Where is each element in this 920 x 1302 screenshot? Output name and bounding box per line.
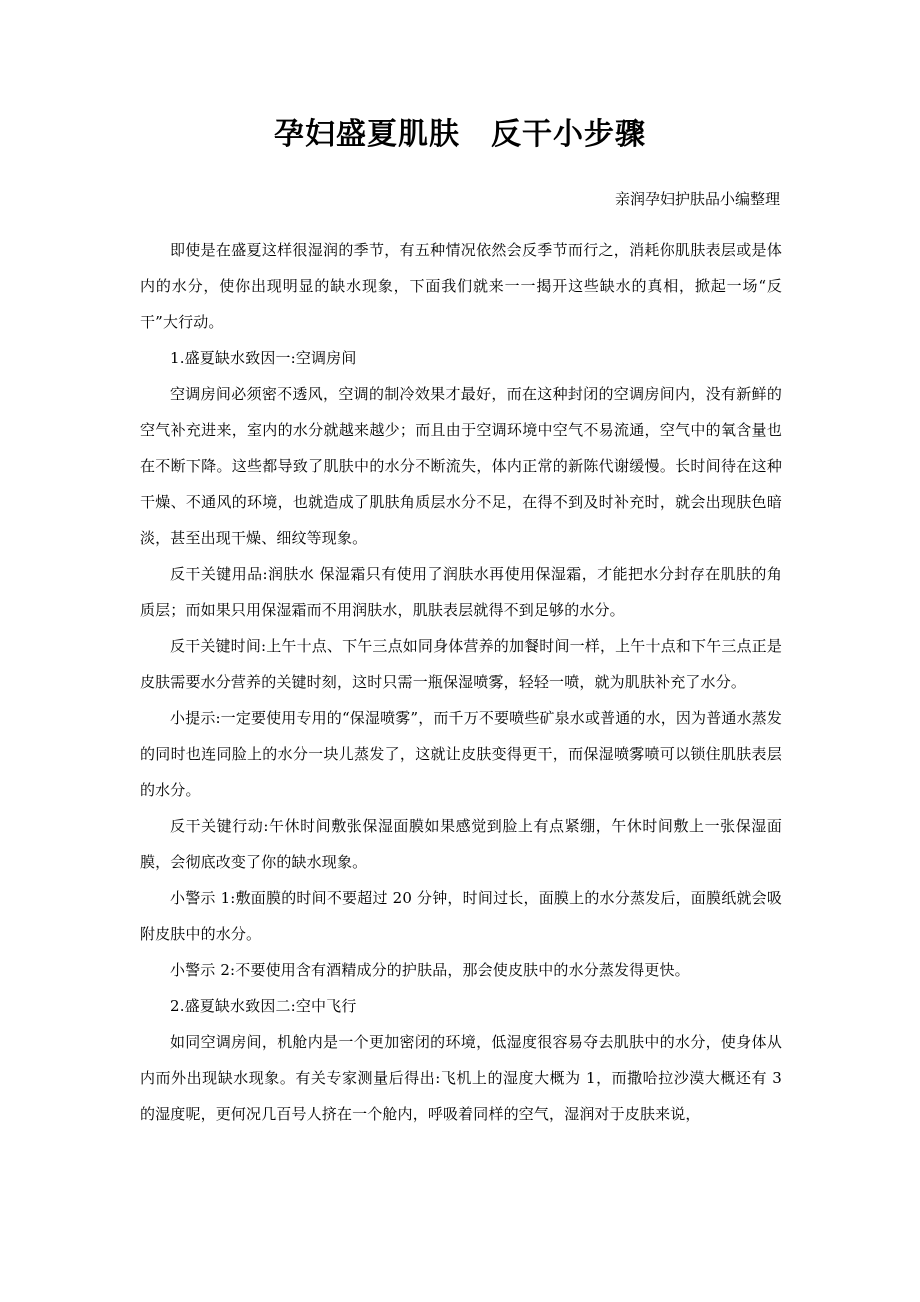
section-heading: 1.盛夏缺水致因一:空调房间: [170, 349, 357, 367]
paragraph: 即使是在盛夏这样很湿润的季节，有五种情况依然会反季节而行之，消耗你肌肤表层或是体内的水分，使你出现明显的缺水现象，下面我们就来一一揭开这些缺水的真相，掀起一场“反干”大行动。: [140, 241, 782, 331]
paragraph: 反干关键行动:午休时间敷张保湿面膜如果感觉到脸上有点紧绷，午休时间敷上一张保湿面膜，会彻底改变了你的缺水现象。: [140, 817, 782, 871]
paragraph: 小警示 2:不要使用含有酒精成分的护肤品，那会使皮肤中的水分蒸发得更快。: [170, 961, 690, 979]
paragraph: 小提示:一定要使用专用的“保湿喷雾”，而千万不要喷些矿泉水或普通的水，因为普通水蒸发的同时也连同脸上的水分一块儿蒸发了，这就让皮肤变得更干，而保湿喷雾喷可以锁住肌肤表层的水分。: [140, 709, 782, 799]
document-title: 孕妇盛夏肌肤 反干小步骤: [274, 117, 646, 152]
document-body: [140, 232, 782, 1132]
paragraph: 空调房间必须密不透风，空调的制冷效果才最好，而在这种封闭的空调房间内，没有新鲜的空气补充进来，室内的水分就越来越少；而且由于空调环境中空气不易流通，空气中的氧含量也在不断下降。这些都导致了肌肤中的水分不断流失，体内正常的新陈代谢缓慢。长时间待在这种干燥、不通风的环境，也就造成了肌肤角质层水分不足，在得不到及时补充时，就会出现肤色暗淡，甚至出现干燥、细纹等现象。: [140, 385, 782, 547]
section-heading: 2.盛夏缺水致因二:空中飞行: [170, 997, 357, 1015]
paragraph: 反干关键时间:上午十点、下午三点如同身体营养的加餐时间一样，上午十点和下午三点正是皮肤需要水分营养的关键时刻，这时只需一瓶保湿喷雾，轻轻一喷，就为肌肤补充了水分。: [140, 637, 782, 691]
paragraph: 反干关键用品:润肤水 保湿霜只有使用了润肤水再使用保湿霜，才能把水分封存在肌肤的角质层；而如果只用保湿霜而不用润肤水，肌肤表层就得不到足够的水分。: [140, 565, 782, 619]
paragraph: 如同空调房间，机舱内是一个更加密闭的环境，低湿度很容易夺去肌肤中的水分，使身体从内而外出现缺水现象。有关专家测量后得出:飞机上的湿度大概为 1，而撒哈拉沙漠大概还有 3 的湿度呢，更何况几百号人挤在一个舱内，呼吸着同样的空气，湿润对于皮肤来说，: [140, 1033, 782, 1123]
paragraph: 小警示 1:敷面膜的时间不要超过 20 分钟，时间过长，面膜上的水分蒸发后，面膜纸就会吸附皮肤中的水分。: [140, 889, 782, 943]
document-author: 亲润孕妇护肤品小编整理: [614, 190, 780, 208]
